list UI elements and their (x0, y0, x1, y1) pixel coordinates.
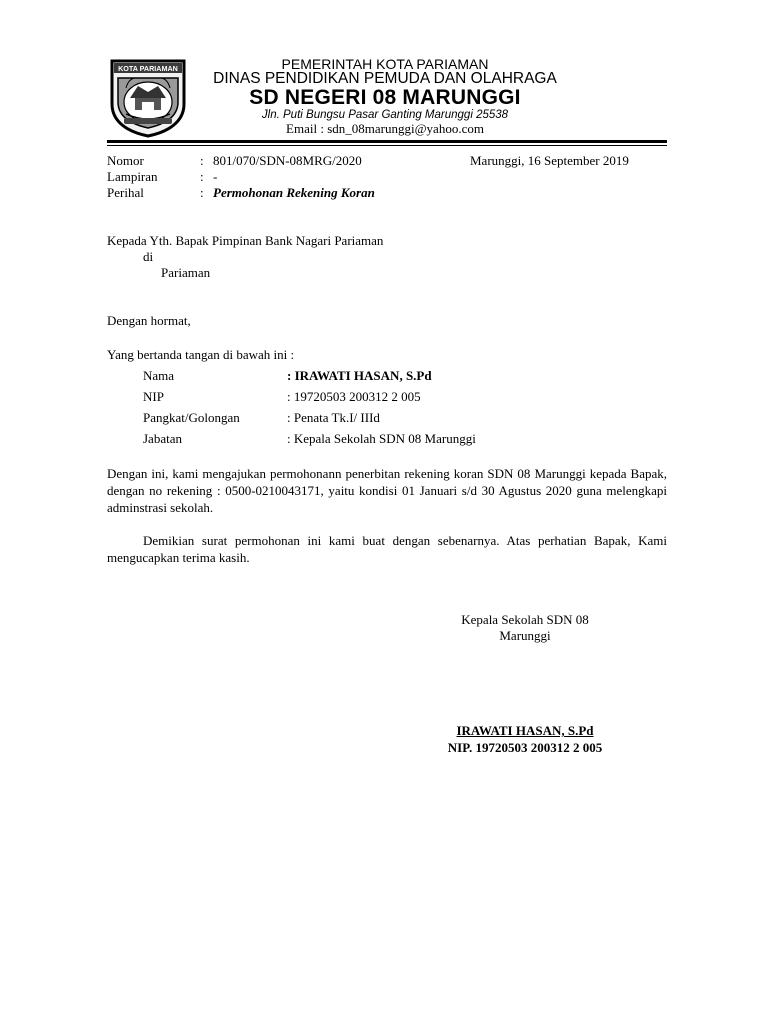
identity-label-nama: Nama (143, 368, 175, 383)
closing-paragraph: Demikian surat permohonan ini kami buat dengan sebenarnya. Atas perhatian Bapak, Kami mengucapkan terima kasih. (107, 533, 667, 565)
perihal-colon: : (200, 185, 204, 200)
school-email: Email : sdn_08marunggi@yahoo.com (286, 121, 484, 136)
signatory-name: IRAWATI HASAN, S.Pd (456, 723, 594, 738)
greeting: Dengan hormat, (107, 313, 191, 328)
lampiran-colon: : (200, 169, 204, 184)
lampiran-label: Lampiran (107, 169, 158, 184)
agency-name: DINAS PENDIDIKAN PEMUDA DAN OLAHRAGA (213, 70, 557, 87)
identity-value-nip: : 19720503 200312 2 005 (287, 389, 421, 404)
city-emblem-logo (108, 58, 188, 138)
nomor-label: Nomor (107, 153, 144, 168)
identity-label-pangkat: Pangkat/Golongan (143, 410, 240, 425)
intro-text: Yang bertanda tangan di bawah ini : (107, 347, 295, 362)
letterhead-divider-thick (107, 140, 667, 143)
request-paragraph: Dengan ini, kami mengajukan permohonann penerbitan rekening koran SDN 08 Marunggi kepada Bapak, dengan no rekening : 0500-0210043171, yaitu kondisi 01 Januari s/d 30 Agustus 2020 guna melengkapi adminstrasi sekolah. (107, 466, 667, 515)
perihal-value: Permohonan Rekening Koran (213, 185, 375, 200)
government-name: PEMERINTAH KOTA PARIAMAN (281, 56, 489, 72)
place-date: Marunggi, 16 September 2019 (470, 153, 629, 168)
identity-value-nama: : IRAWATI HASAN, S.Pd (287, 368, 432, 383)
perihal-label: Perihal (107, 185, 144, 200)
letterhead-divider-thin (107, 145, 667, 146)
nomor-value: 801/070/SDN-08MRG/2020 (213, 153, 362, 168)
signature-title-line1: Kepala Sekolah SDN 08 (461, 612, 589, 627)
identity-label-jabatan: Jabatan (143, 431, 182, 446)
identity-label-nip: NIP (143, 389, 164, 404)
identity-value-jabatan: : Kepala Sekolah SDN 08 Marunggi (287, 431, 476, 446)
school-name: SD NEGERI 08 MARUNGGI (249, 86, 521, 109)
recipient-line: Kepada Yth. Bapak Pimpinan Bank Nagari Pariaman (107, 233, 384, 248)
nomor-colon: : (200, 153, 204, 168)
signature-title-line2: Marunggi (499, 628, 551, 643)
signatory-nip: NIP. 19720503 200312 2 005 (447, 740, 603, 755)
school-address: Jln. Puti Bungsu Pasar Ganting Marunggi 25538 (261, 109, 509, 121)
recipient-city: Pariaman (161, 265, 211, 280)
recipient-di: di (143, 249, 154, 264)
lampiran-value: - (213, 169, 218, 184)
logo-text: KOTA PARIAMAN (118, 64, 178, 73)
identity-value-pangkat: : Penata Tk.I/ IIId (287, 410, 380, 425)
